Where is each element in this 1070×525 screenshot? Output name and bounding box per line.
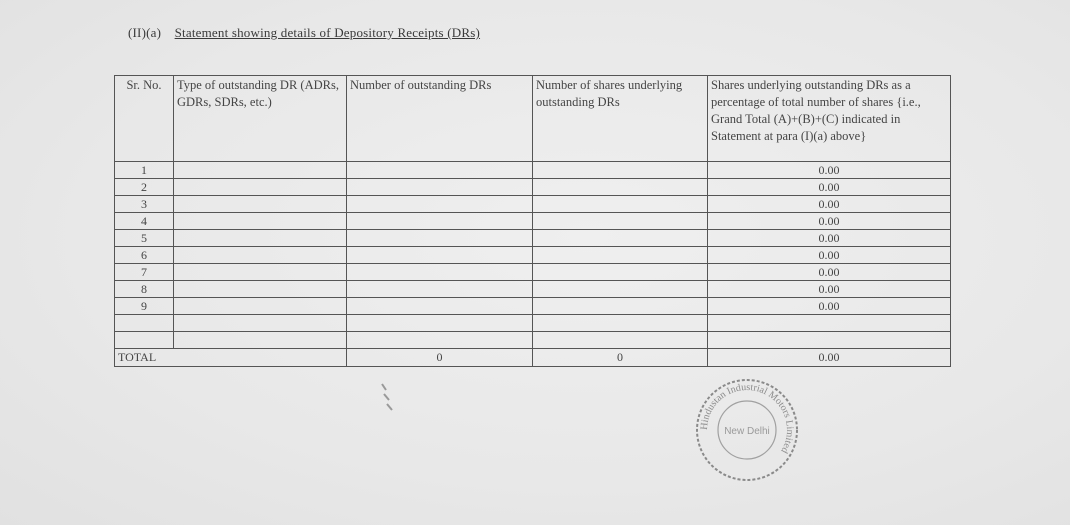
num-drs-cell (347, 247, 533, 264)
num-shares-cell (533, 281, 708, 298)
table-body (115, 162, 951, 349)
table-row (115, 315, 951, 332)
table-header-row (115, 76, 951, 162)
table-row (115, 213, 951, 230)
sr-no-cell: 4 (115, 213, 174, 230)
num-shares-cell (533, 264, 708, 281)
num-drs-cell (347, 315, 533, 332)
sr-no-cell: 8 (115, 281, 174, 298)
header-sr-no: Sr. No. (115, 76, 174, 162)
sr-no-cell: 5 (115, 230, 174, 247)
total-number-of-shares: 0 (533, 349, 708, 367)
header-percentage: Shares underlying outstanding DRs as a percentage of total number of shares {i.e., Grand Total (A)+(B)+(C) indicated in Statement at para (I)(a) above} (708, 76, 951, 162)
percentage-cell (708, 332, 951, 349)
percentage-cell: 0.00 (708, 298, 951, 315)
num-shares-cell (533, 179, 708, 196)
type-cell (174, 264, 347, 281)
ink-smudge (378, 380, 396, 414)
sr-no-cell: 9 (115, 298, 174, 315)
percentage-cell: 0.00 (708, 264, 951, 281)
total-number-of-drs: 0 (347, 349, 533, 367)
type-cell (174, 332, 347, 349)
percentage-cell: 0.00 (708, 213, 951, 230)
section-heading (128, 25, 480, 41)
num-drs-cell (347, 230, 533, 247)
sr-no-cell (115, 315, 174, 332)
num-drs-cell (347, 196, 533, 213)
table-row (115, 264, 951, 281)
num-shares-cell (533, 162, 708, 179)
section-number: (II)(a) (128, 25, 162, 40)
sr-no-cell: 2 (115, 179, 174, 196)
header-number-of-drs: Number of outstanding DRs (347, 76, 533, 162)
svg-text:New Delhi: New Delhi (724, 426, 770, 437)
num-drs-cell (347, 162, 533, 179)
num-drs-cell (347, 264, 533, 281)
table-row (115, 162, 951, 179)
sr-no-cell: 6 (115, 247, 174, 264)
type-cell (174, 213, 347, 230)
table-row (115, 179, 951, 196)
type-cell (174, 247, 347, 264)
sr-no-cell: 7 (115, 264, 174, 281)
num-drs-cell (347, 281, 533, 298)
header-type-of-dr: Type of outstanding DR (ADRs, GDRs, SDRs, etc.) (174, 76, 347, 162)
num-drs-cell (347, 332, 533, 349)
type-cell (174, 179, 347, 196)
table-row (115, 230, 951, 247)
total-label: TOTAL (115, 349, 347, 367)
percentage-cell (708, 315, 951, 332)
table-row (115, 247, 951, 264)
type-cell (174, 230, 347, 247)
sr-no-cell (115, 332, 174, 349)
section-title: Statement showing details of Depository Receipts (DRs) (174, 25, 481, 40)
percentage-cell: 0.00 (708, 281, 951, 298)
percentage-cell: 0.00 (708, 230, 951, 247)
num-shares-cell (533, 247, 708, 264)
num-shares-cell (533, 332, 708, 349)
type-cell (174, 162, 347, 179)
num-drs-cell (347, 213, 533, 230)
percentage-cell: 0.00 (708, 247, 951, 264)
table-row (115, 281, 951, 298)
table-row (115, 332, 951, 349)
num-shares-cell (533, 315, 708, 332)
table-row (115, 196, 951, 213)
num-shares-cell (533, 230, 708, 247)
sr-no-cell: 1 (115, 162, 174, 179)
type-cell (174, 196, 347, 213)
table-row (115, 298, 951, 315)
type-cell (174, 315, 347, 332)
type-cell (174, 298, 347, 315)
total-row (115, 349, 951, 367)
total-percentage: 0.00 (708, 349, 951, 367)
depository-receipts-table (114, 75, 951, 367)
sr-no-cell: 3 (115, 196, 174, 213)
num-shares-cell (533, 298, 708, 315)
type-cell (174, 281, 347, 298)
percentage-cell: 0.00 (708, 179, 951, 196)
company-seal (684, 378, 810, 482)
num-drs-cell (347, 298, 533, 315)
svg-text:Hindustan Industrial Motors Li: Hindustan Industrial Motors Limited (698, 381, 796, 455)
num-drs-cell (347, 179, 533, 196)
percentage-cell: 0.00 (708, 162, 951, 179)
header-number-of-shares: Number of shares underlying outstanding DRs (533, 76, 708, 162)
num-shares-cell (533, 213, 708, 230)
num-shares-cell (533, 196, 708, 213)
percentage-cell: 0.00 (708, 196, 951, 213)
